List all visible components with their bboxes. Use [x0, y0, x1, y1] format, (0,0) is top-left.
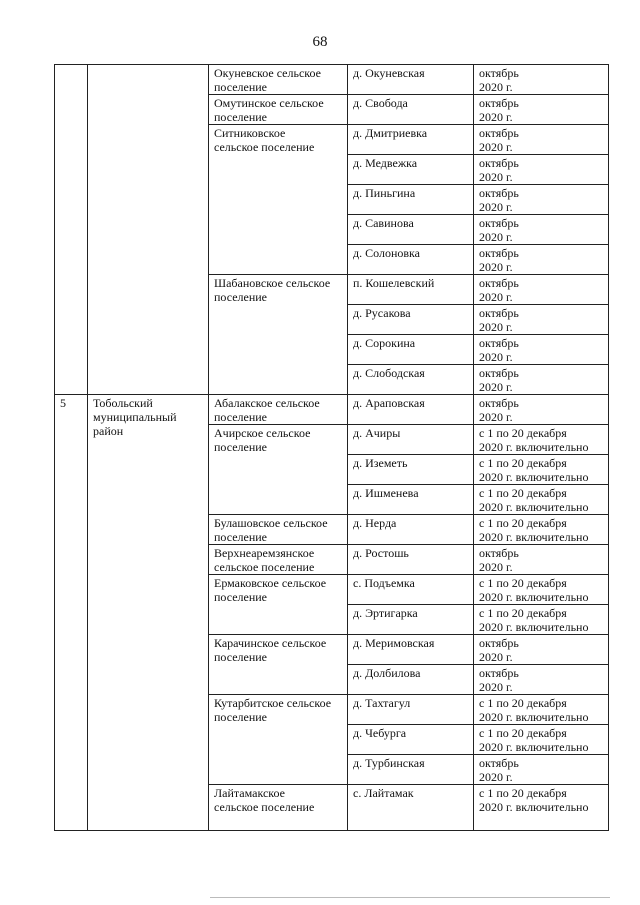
- period-cell: с 1 по 20 декабря 2020 г. включительно: [474, 605, 609, 635]
- period-cell: октябрь 2020 г.: [474, 185, 609, 215]
- locality-cell: с. Лайтамак: [348, 785, 474, 831]
- locality-cell: д. Ростошь: [348, 545, 474, 575]
- locality-cell: д. Нерда: [348, 515, 474, 545]
- settlement-cell: Омутинское сельское поселение: [209, 95, 348, 125]
- district-cell: [88, 65, 209, 395]
- locality-cell: д. Иземеть: [348, 455, 474, 485]
- period-cell: октябрь 2020 г.: [474, 275, 609, 305]
- period-cell: с 1 по 20 декабря 2020 г. включительно: [474, 575, 609, 605]
- locality-cell: д. Русакова: [348, 305, 474, 335]
- period-cell: октябрь 2020 г.: [474, 125, 609, 155]
- locality-cell: д. Меримовская: [348, 635, 474, 665]
- locality-cell: д. Дмитриевка: [348, 125, 474, 155]
- period-cell: с 1 по 20 декабря 2020 г. включительно: [474, 785, 609, 831]
- period-cell: октябрь 2020 г.: [474, 545, 609, 575]
- table-row: [55, 395, 609, 425]
- settlement-cell: Ермаковское сельское поселение: [209, 575, 348, 635]
- period-cell: октябрь 2020 г.: [474, 95, 609, 125]
- locality-cell: д. Пиньгина: [348, 185, 474, 215]
- period-cell: с 1 по 20 декабря 2020 г. включительно: [474, 725, 609, 755]
- settlement-cell: Абалакское сельское поселение: [209, 395, 348, 425]
- period-cell: с 1 по 20 декабря 2020 г. включительно: [474, 695, 609, 725]
- period-cell: октябрь 2020 г.: [474, 365, 609, 395]
- locality-cell: д. Слободская: [348, 365, 474, 395]
- locality-cell: д. Сорокина: [348, 335, 474, 365]
- settlement-cell: Кутарбитское сельское поселение: [209, 695, 348, 785]
- row-number-cell: 5: [55, 395, 88, 831]
- locality-cell: д. Долбилова: [348, 665, 474, 695]
- locality-cell: д. Араповская: [348, 395, 474, 425]
- period-cell: октябрь 2020 г.: [474, 305, 609, 335]
- period-cell: октябрь 2020 г.: [474, 755, 609, 785]
- period-cell: с 1 по 20 декабря 2020 г. включительно: [474, 515, 609, 545]
- locality-cell: д. Савинова: [348, 215, 474, 245]
- settlement-cell: Лайтамакское сельское поселение: [209, 785, 348, 831]
- locality-cell: д. Солоновка: [348, 245, 474, 275]
- locality-cell: д. Окуневская: [348, 65, 474, 95]
- locality-cell: д. Медвежка: [348, 155, 474, 185]
- locality-cell: д. Эртигарка: [348, 605, 474, 635]
- period-cell: с 1 по 20 декабря 2020 г. включительно: [474, 485, 609, 515]
- settlement-cell: Булашовское сельское поселение: [209, 515, 348, 545]
- period-cell: октябрь 2020 г.: [474, 665, 609, 695]
- settlement-cell: Окуневское сельское поселение: [209, 65, 348, 95]
- period-cell: с 1 по 20 декабря 2020 г. включительно: [474, 425, 609, 455]
- period-cell: октябрь 2020 г.: [474, 335, 609, 365]
- locality-cell: с. Подъемка: [348, 575, 474, 605]
- period-cell: октябрь 2020 г.: [474, 215, 609, 245]
- locality-cell: д. Ишменева: [348, 485, 474, 515]
- district-cell: Тобольский муниципальный район: [88, 395, 209, 831]
- locality-cell: д. Чебурга: [348, 725, 474, 755]
- locality-cell: п. Кошелевский: [348, 275, 474, 305]
- locality-cell: д. Турбинская: [348, 755, 474, 785]
- locality-schedule-table: [54, 64, 609, 831]
- row-number-cell: [55, 65, 88, 395]
- period-cell: октябрь 2020 г.: [474, 65, 609, 95]
- settlement-cell: Карачинское сельское поселение: [209, 635, 348, 695]
- locality-cell: д. Тахтагул: [348, 695, 474, 725]
- locality-cell: д. Свобода: [348, 95, 474, 125]
- locality-cell: д. Ачиры: [348, 425, 474, 455]
- settlement-cell: Ачирское сельское поселение: [209, 425, 348, 515]
- period-cell: октябрь 2020 г.: [474, 635, 609, 665]
- period-cell: октябрь 2020 г.: [474, 395, 609, 425]
- period-cell: октябрь 2020 г.: [474, 155, 609, 185]
- table-row: [55, 65, 609, 95]
- settlement-cell: Шабановское сельское поселение: [209, 275, 348, 395]
- page-number: 68: [312, 34, 328, 50]
- settlement-cell: Верхнеаремзянское сельское поселение: [209, 545, 348, 575]
- period-cell: октябрь 2020 г.: [474, 245, 609, 275]
- settlement-cell: Ситниковское сельское поселение: [209, 125, 348, 275]
- period-cell: с 1 по 20 декабря 2020 г. включительно: [474, 455, 609, 485]
- bottom-rule: [210, 897, 610, 898]
